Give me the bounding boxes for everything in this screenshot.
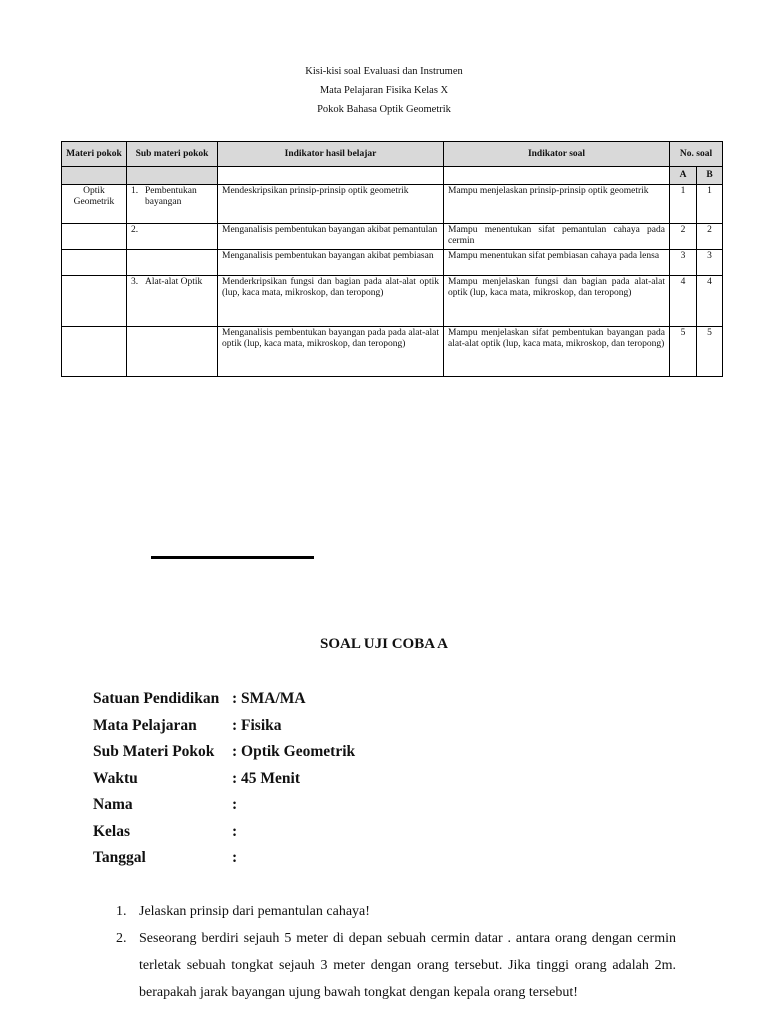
header-line-2: Mata Pelajaran Fisika Kelas X	[319, 85, 449, 96]
cell-materi	[62, 327, 127, 377]
col-header-sub-materi: Sub materi pokok	[127, 142, 218, 167]
horizontal-rule	[151, 556, 314, 559]
info-label: Kelas	[93, 822, 131, 840]
cell-indikator-hasil: Menganalisis pembentukan bayangan akibat pemantulan	[218, 224, 444, 250]
cell-no-a: 3	[670, 250, 697, 276]
info-row	[93, 686, 355, 713]
info-label: Mata Pelajaran	[93, 716, 197, 734]
document-header	[0, 62, 768, 119]
header-line-3: Pokok Bahasa Optik Geometrik	[317, 104, 451, 115]
cell-no-b: 1	[697, 185, 723, 224]
table-row	[62, 185, 723, 224]
col-header-materi: Materi pokok	[62, 142, 127, 167]
cell-indikator-hasil: Menganalisis pembentukan bayangan akibat pembiasan	[218, 250, 444, 276]
cell-materi: Optik Geometrik	[62, 185, 127, 224]
info-value: : Fisika	[232, 716, 282, 734]
info-row	[93, 819, 355, 846]
test-info-block	[93, 686, 355, 872]
col-header-indikator-hasil: Indikator hasil belajar	[218, 142, 444, 167]
table-row	[62, 224, 723, 250]
info-value: : 45 Menit	[232, 769, 301, 787]
info-row	[93, 845, 355, 872]
cell-sub-materi: Pembentukan bayangan	[145, 186, 197, 207]
question-text: Seseorang berdiri sejauh 5 meter di depan sebuah cermin datar . antara orang dengan cermin terletak sebuah tongkat sejauh 3 meter dengan orang tersebut. Jika tinggi orang adalah 2m. berapakah jarak bayangan ujung bawah tongkat dengan kepala orang tersebut!	[139, 931, 676, 1000]
cell-no-a: 5	[670, 327, 697, 377]
table-row	[62, 250, 723, 276]
table-header-row	[62, 142, 723, 167]
table-row	[62, 276, 723, 327]
info-row	[93, 792, 355, 819]
info-label: Satuan Pendidikan	[93, 690, 220, 708]
cell-indikator-soal: Mampu menjelaskan fungsi dan bagian pada alat-alat optik (lup, kaca mata, mikroskop, dan teropong)	[444, 276, 670, 327]
info-value: : SMA/MA	[232, 690, 306, 708]
info-label: Nama	[93, 796, 133, 814]
cell-sub-materi: Alat-alat Optik	[145, 277, 203, 287]
info-value: :	[232, 822, 238, 840]
cell-materi	[62, 224, 127, 250]
info-row	[93, 739, 355, 766]
cell-indikator-hasil: Menderkripsikan fungsi dan bagian pada alat-alat optik (lup, kaca mata, mikroskop, dan teropong)	[218, 276, 444, 327]
cell-materi	[62, 250, 127, 276]
kisi-kisi-table	[61, 141, 723, 377]
table-subheader-row	[62, 167, 723, 185]
cell-no-b: 3	[697, 250, 723, 276]
question-list	[116, 898, 676, 1006]
info-value: :	[232, 796, 238, 814]
col-header-indikator-soal: Indikator soal	[444, 142, 670, 167]
col-header-a: A	[670, 167, 697, 185]
info-label: Waktu	[93, 769, 138, 787]
cell-indikator-soal: Mampu menentukan sifat pemantulan cahaya pada cermin	[444, 224, 670, 250]
cell-sub-num: 2.	[131, 225, 139, 235]
cell-no-a: 2	[670, 224, 697, 250]
info-row	[93, 766, 355, 793]
question-item	[116, 925, 676, 1006]
info-label: Sub Materi Pokok	[93, 743, 215, 761]
cell-no-b: 4	[697, 276, 723, 327]
cell-no-a: 4	[670, 276, 697, 327]
info-label: Tanggal	[93, 849, 146, 867]
cell-no-b: 5	[697, 327, 723, 377]
cell-indikator-soal: Mampu menentukan sifat pembiasan cahaya pada lensa	[444, 250, 670, 276]
cell-indikator-soal: Mampu menjelaskan prinsip-prinsip optik geometrik	[444, 185, 670, 224]
cell-indikator-hasil: Menganalisis pembentukan bayangan pada pada alat-alat optik (lup, kaca mata, mikroskop, dan teropong)	[218, 327, 444, 377]
cell-indikator-hasil: Mendeskripsikan prinsip-prinsip optik geometrik	[218, 185, 444, 224]
col-header-b: B	[697, 167, 723, 185]
cell-no-b: 2	[697, 224, 723, 250]
col-header-no-soal: No. soal	[670, 142, 723, 167]
cell-no-a: 1	[670, 185, 697, 224]
header-line-1: Kisi-kisi soal Evaluasi dan Instrumen	[305, 66, 463, 77]
table-row	[62, 327, 723, 377]
question-item	[116, 898, 676, 925]
cell-sub-num: 1.	[131, 186, 139, 196]
info-row	[93, 713, 355, 740]
info-value: : Optik Geometrik	[232, 743, 356, 761]
question-text: Jelaskan prinsip dari pemantulan cahaya!	[139, 904, 370, 919]
cell-sub-num: 3.	[131, 277, 139, 287]
test-title: SOAL UJI COBA A	[320, 636, 448, 652]
cell-materi	[62, 276, 127, 327]
question-number: 1.	[116, 904, 127, 919]
info-value: :	[232, 849, 238, 867]
cell-indikator-soal: Mampu menjelaskan sifat pembentukan bayangan pada alat-alat optik (lup, kaca mata, mikroskop, dan teropong)	[444, 327, 670, 377]
question-number: 2.	[116, 931, 127, 946]
